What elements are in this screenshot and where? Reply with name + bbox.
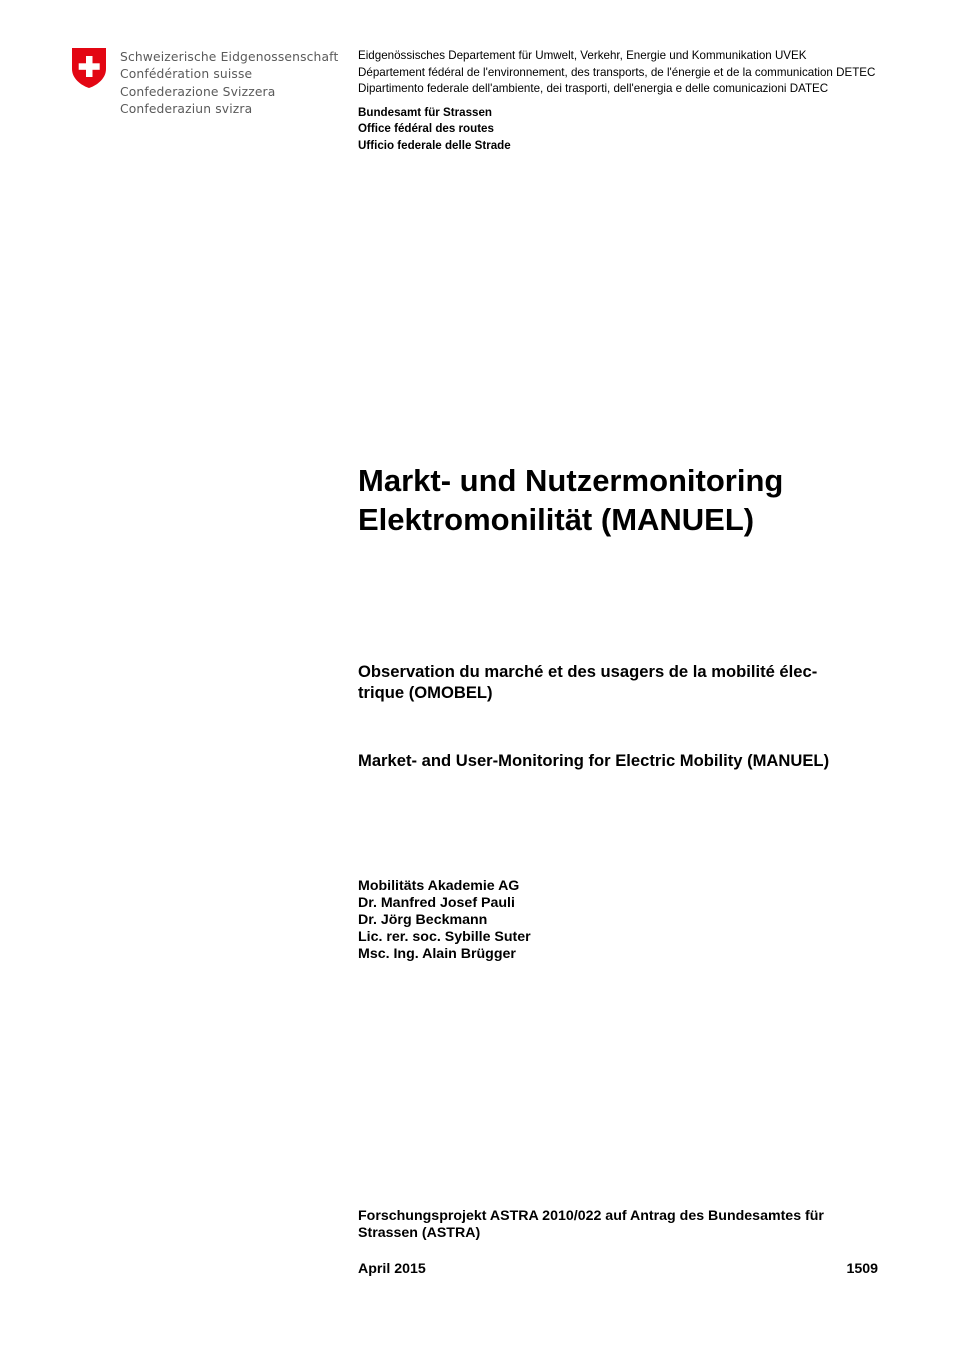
confederation-name-de: Schweizerische Eidgenossenschaft	[120, 50, 339, 64]
project-info	[358, 1208, 824, 1242]
department-name-fr: Département fédéral de l'environnement, des transports, de l'énergie et de la communication DETEC	[358, 65, 876, 79]
report-title-line-2: Elektromonilität (MANUEL)	[358, 502, 755, 537]
subtitle-french-line-2: trique (OMOBEL)	[358, 682, 493, 702]
department-header	[358, 48, 875, 154]
office-name-de: Bundesamt für Strassen	[358, 105, 493, 119]
confederation-name-it: Confederazione Svizzera	[120, 84, 276, 99]
department-name-it: Dipartimento federale dell'ambiente, dei trasporti, dell'energia e delle comunicazioni DATEC	[358, 82, 829, 95]
office-block	[358, 105, 875, 155]
project-info-line-2: Strassen (ASTRA)	[358, 1225, 481, 1241]
report-number: 1509	[846, 1261, 878, 1277]
department-name-de: Eidgenössisches Departement für Umwelt, Verkehr, Energie und Kommunikation UVEK	[358, 49, 807, 62]
office-name-it: Ufficio federale delle Strade	[358, 138, 511, 152]
project-info-line-1: Forschungsprojekt ASTRA 2010/022 auf Antrag des Bundesamtes für	[358, 1208, 824, 1224]
swiss-cross-shield-icon	[71, 47, 107, 89]
office-name-fr: Office fédéral des routes	[358, 122, 494, 135]
author-list	[358, 878, 531, 963]
author-name: Dr. Manfred Josef Pauli	[358, 895, 515, 911]
publication-date: April 2015	[358, 1261, 426, 1277]
author-name: Lic. rer. soc. Sybille Suter	[358, 929, 531, 945]
author-name: Dr. Jörg Beckmann	[358, 912, 488, 928]
author-organization: Mobilitäts Akademie AG	[358, 878, 520, 894]
report-title	[358, 461, 783, 539]
confederation-names	[120, 49, 338, 118]
author-name: Msc. Ing. Alain Brügger	[358, 946, 516, 962]
confederation-name-rm: Confederaziun svizra	[120, 101, 253, 116]
report-title-line-1: Markt- und Nutzermonitoring	[358, 463, 784, 498]
subtitle-english: Market- and User-Monitoring for Electric Mobility (MANUEL)	[358, 751, 830, 770]
confederation-name-fr: Confédération suisse	[120, 67, 253, 82]
subtitle-french	[358, 662, 817, 703]
subtitle-french-line-1: Observation du marché et des usagers de la mobilité élec-	[358, 662, 818, 681]
